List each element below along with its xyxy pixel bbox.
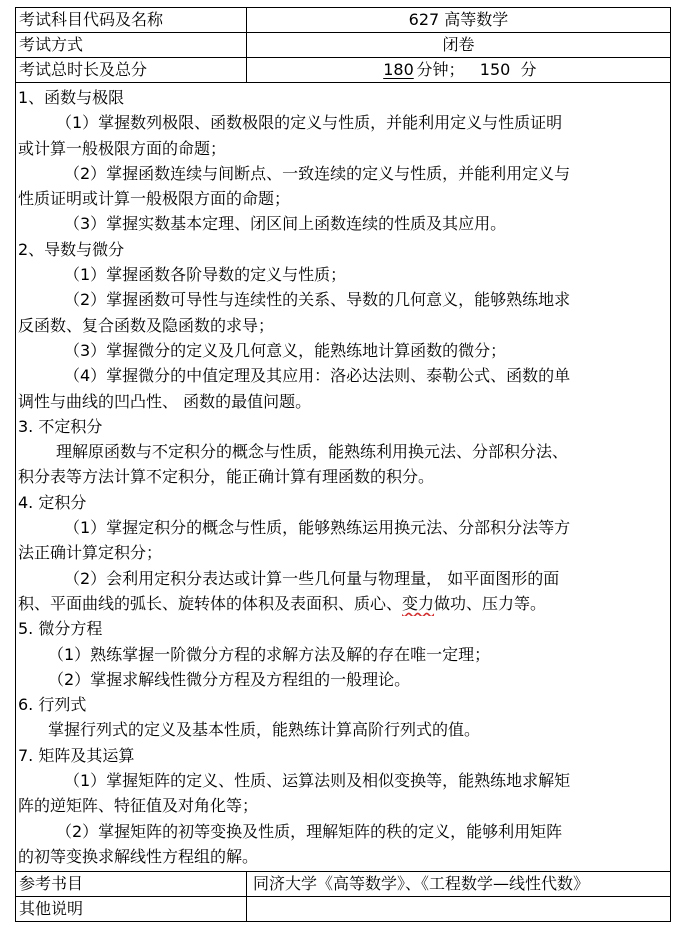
section-4-title: 4. 定积分 — [18, 492, 87, 512]
reference-books-label: 参考书目 — [16, 872, 247, 897]
reference-books-value: 同济大学《高等数学》、《工程数学—线性代数》 — [247, 872, 671, 897]
section-1-line: （3）掌握实数基本定理、闭区间上函数连续的性质及其应用。 — [64, 214, 507, 234]
section-2-line: （1）掌握函数各阶导数的定义与性质； — [64, 265, 347, 285]
section-2-title: 2、导数与微分 — [18, 239, 125, 259]
subject-code-value: 627 高等数学 — [247, 8, 671, 33]
syllabus-content — [16, 83, 671, 872]
section-7-line: 阵的逆矩阵、特征值及对角化等； — [18, 796, 259, 816]
section-4-line: 法正确计算定积分； — [18, 543, 163, 563]
total-score: 150 — [479, 60, 511, 79]
section-6-line: 掌握行列式的定义及基本性质，能熟练计算高阶行列式的值。 — [48, 720, 481, 740]
duration-score-label: 考试总时长及总分 — [16, 58, 247, 83]
section-5-line: （2）掌握求解线性微分方程及方程组的一般理论。 — [48, 669, 411, 689]
section-3-title: 3. 不定积分 — [18, 416, 103, 436]
row-reference-books — [16, 872, 671, 897]
row-syllabus-content — [16, 83, 671, 872]
section-1-line: 或计算一般极限方面的命题； — [18, 138, 227, 158]
exam-mode-label: 考试方式 — [16, 33, 247, 58]
spellcheck-word: 变力 — [402, 593, 435, 613]
section-4-text: 做功、压力等。 — [434, 593, 547, 613]
section-2-line: 调性与曲线的凹凸性、 函数的最值问题。 — [18, 391, 312, 411]
section-2-line: （3）掌握微分的定义及几何意义，能熟练地计算函数的微分； — [64, 340, 507, 360]
subject-code-label: 考试科目代码及名称 — [16, 8, 247, 33]
row-other-notes — [16, 897, 671, 922]
section-7-line: 的初等变换求解线性方程组的解。 — [18, 846, 259, 866]
other-notes-value — [247, 897, 671, 922]
section-2-line: （4）掌握微分的中值定理及其应用：洛必达法则、泰勒公式、函数的单 — [64, 366, 571, 386]
section-3-line: 理解原函数与不定积分的概念与性质，能熟练利用换元法、分部积分法、 — [56, 442, 569, 462]
syllabus-table — [15, 7, 671, 922]
section-1-line: 性质证明或计算一般极限方面的命题； — [18, 189, 291, 209]
duration-score-value — [247, 58, 671, 83]
row-duration-score — [16, 58, 671, 83]
section-5-line: （1）熟练掌握一阶微分方程的求解方法及解的存在唯一定理； — [48, 644, 491, 664]
exam-mode-value: 闭卷 — [247, 33, 671, 58]
other-notes-label: 其他说明 — [16, 897, 247, 922]
section-2-line: （2）掌握函数可导性与连续性的关系、导数的几何意义，能够熟练地求 — [64, 290, 571, 310]
section-7-line: （2）掌握矩阵的初等变换及性质，理解矩阵的秩的定义，能够利用矩阵 — [56, 821, 563, 841]
section-6-title: 6. 行列式 — [18, 695, 87, 715]
duration-unit: 分钟； — [416, 60, 465, 79]
section-3-line: 积分表等方法计算不定积分，能正确计算有理函数的积分。 — [18, 467, 435, 487]
section-1-title: 1、函数与极限 — [18, 88, 125, 107]
score-unit: 分 — [520, 60, 537, 79]
section-4-line: （2）会利用定积分表达或计算一些几何量与物理量， 如平面图形的面 — [64, 568, 560, 588]
section-5-title: 5. 微分方程 — [18, 619, 103, 639]
section-1-line: （1）掌握数列极限、函数极限的定义与性质，并能利用定义与性质证明 — [56, 113, 563, 133]
section-1-line: （2）掌握函数连续与间断点、一致连续的定义与性质，并能利用定义与 — [64, 163, 571, 183]
section-7-title: 7. 矩阵及其运算 — [18, 745, 135, 765]
exam-syllabus-sheet — [15, 7, 671, 922]
section-4-text: 积、平面曲线的弧长、旋转体的体积及表面积、质心、 — [18, 593, 403, 613]
section-2-line: 反函数、复合函数及隐函数的求导； — [18, 315, 275, 335]
section-4-line — [18, 591, 667, 616]
row-subject-code — [16, 8, 671, 33]
row-exam-mode — [16, 33, 671, 58]
section-4-line: （1）掌握定积分的概念与性质，能够熟练运用换元法、分部积分法等方 — [64, 518, 571, 538]
duration-minutes: 180 — [383, 60, 414, 79]
section-7-line: （1）掌握矩阵的定义、性质、运算法则及相似变换等，能熟练地求解矩 — [64, 771, 571, 791]
